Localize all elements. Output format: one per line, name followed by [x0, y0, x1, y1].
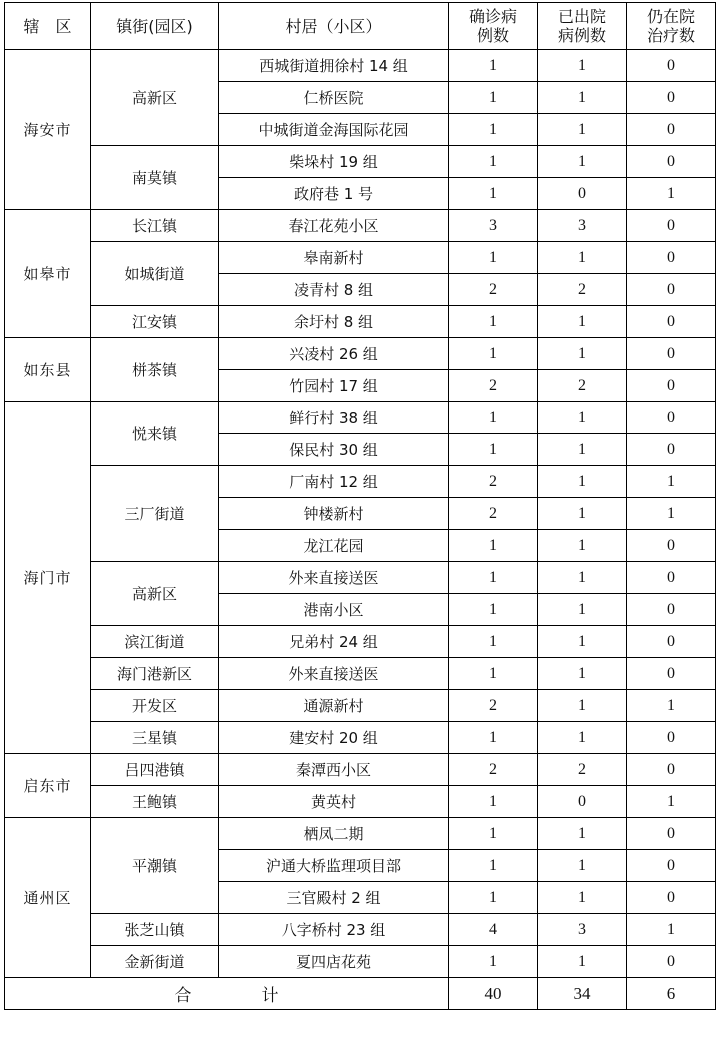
discharged-cell: 1 — [538, 722, 627, 754]
confirmed-cell: 1 — [449, 818, 538, 850]
village-cell: 政府巷 1 号 — [219, 178, 449, 210]
village-cell: 皋南新村 — [219, 242, 449, 274]
total-discharged: 34 — [538, 978, 627, 1010]
confirmed-cell: 1 — [449, 114, 538, 146]
district-cell: 海门市 — [5, 402, 91, 754]
table-row — [5, 306, 716, 338]
discharged-cell: 2 — [538, 754, 627, 786]
header-confirmed-line2: 例数 — [476, 26, 509, 45]
village-cell: 建安村 20 组 — [219, 722, 449, 754]
discharged-cell: 1 — [538, 562, 627, 594]
header-confirmed-line1: 确诊病 — [468, 7, 517, 26]
discharged-cell: 1 — [538, 946, 627, 978]
town-cell: 金新街道 — [91, 946, 219, 978]
town-cell: 三星镇 — [91, 722, 219, 754]
confirmed-cell: 1 — [449, 594, 538, 626]
table-row — [5, 50, 716, 82]
district-cell: 如皋市 — [5, 210, 91, 338]
hospitalized-cell: 0 — [627, 402, 716, 434]
confirmed-cell: 2 — [449, 498, 538, 530]
village-cell: 钟楼新村 — [219, 498, 449, 530]
hospitalized-cell: 0 — [627, 306, 716, 338]
confirmed-cell: 1 — [449, 850, 538, 882]
discharged-cell: 0 — [538, 178, 627, 210]
village-cell: 栖凤二期 — [219, 818, 449, 850]
discharged-cell: 1 — [538, 82, 627, 114]
cases-table — [4, 2, 716, 1010]
header-hospitalized-line1: 仍在院 — [646, 7, 695, 26]
header-discharged-line2: 病例数 — [557, 26, 606, 45]
confirmed-cell: 2 — [449, 370, 538, 402]
discharged-cell: 1 — [538, 530, 627, 562]
hospitalized-cell: 0 — [627, 946, 716, 978]
table-row — [5, 946, 716, 978]
district-cell: 启东市 — [5, 754, 91, 818]
village-cell: 鲜行村 38 组 — [219, 402, 449, 434]
village-cell: 厂南村 12 组 — [219, 466, 449, 498]
town-cell: 南莫镇 — [91, 146, 219, 210]
village-cell: 秦潭西小区 — [219, 754, 449, 786]
confirmed-cell: 1 — [449, 722, 538, 754]
confirmed-cell: 1 — [449, 242, 538, 274]
hospitalized-cell: 0 — [627, 850, 716, 882]
discharged-cell: 2 — [538, 370, 627, 402]
town-cell: 张芝山镇 — [91, 914, 219, 946]
discharged-cell: 1 — [538, 402, 627, 434]
village-cell: 通源新村 — [219, 690, 449, 722]
header-town: 镇街(园区) — [91, 3, 219, 50]
village-cell: 兴凌村 26 组 — [219, 338, 449, 370]
village-cell: 保民村 30 组 — [219, 434, 449, 466]
table-row — [5, 690, 716, 722]
town-cell: 悦来镇 — [91, 402, 219, 466]
village-cell: 港南小区 — [219, 594, 449, 626]
village-cell: 竹园村 17 组 — [219, 370, 449, 402]
town-cell: 平潮镇 — [91, 818, 219, 914]
hospitalized-cell: 0 — [627, 146, 716, 178]
discharged-cell: 1 — [538, 498, 627, 530]
village-cell: 黄英村 — [219, 786, 449, 818]
total-label — [5, 978, 449, 1010]
hospitalized-cell: 0 — [627, 754, 716, 786]
confirmed-cell: 1 — [449, 434, 538, 466]
header-discharged-line1: 已出院 — [557, 7, 606, 26]
discharged-cell: 1 — [538, 626, 627, 658]
town-cell: 如城街道 — [91, 242, 219, 306]
total-label-part1: 合 — [174, 986, 192, 1006]
discharged-cell: 1 — [538, 818, 627, 850]
hospitalized-cell: 0 — [627, 50, 716, 82]
village-cell: 春江花苑小区 — [219, 210, 449, 242]
village-cell: 凌青村 8 组 — [219, 274, 449, 306]
total-confirmed: 40 — [449, 978, 538, 1010]
total-label-part2: 计 — [261, 986, 279, 1006]
town-cell: 江安镇 — [91, 306, 219, 338]
discharged-cell: 1 — [538, 306, 627, 338]
hospitalized-cell: 0 — [627, 114, 716, 146]
hospitalized-cell: 1 — [627, 914, 716, 946]
hospitalized-cell: 0 — [627, 818, 716, 850]
confirmed-cell: 1 — [449, 402, 538, 434]
header-hospitalized-line2: 治疗数 — [646, 26, 695, 45]
confirmed-cell: 3 — [449, 210, 538, 242]
town-cell: 吕四港镇 — [91, 754, 219, 786]
table-row — [5, 466, 716, 498]
table-row — [5, 402, 716, 434]
confirmed-cell: 1 — [449, 82, 538, 114]
confirmed-cell: 1 — [449, 786, 538, 818]
village-cell: 柴垛村 19 组 — [219, 146, 449, 178]
hospitalized-cell: 0 — [627, 562, 716, 594]
table-row — [5, 786, 716, 818]
village-cell: 中城街道金海国际花园 — [219, 114, 449, 146]
table-row — [5, 338, 716, 370]
village-cell: 龙江花园 — [219, 530, 449, 562]
hospitalized-cell: 0 — [627, 210, 716, 242]
confirmed-cell: 1 — [449, 306, 538, 338]
hospitalized-cell: 0 — [627, 530, 716, 562]
village-cell: 兄弟村 24 组 — [219, 626, 449, 658]
header-village: 村居（小区） — [219, 3, 449, 50]
hospitalized-cell: 0 — [627, 338, 716, 370]
discharged-cell: 1 — [538, 594, 627, 626]
discharged-cell: 1 — [538, 146, 627, 178]
total-row — [5, 978, 716, 1010]
discharged-cell: 1 — [538, 466, 627, 498]
village-cell: 外来直接送医 — [219, 562, 449, 594]
discharged-cell: 3 — [538, 914, 627, 946]
table-row — [5, 146, 716, 178]
header-confirmed — [449, 3, 538, 50]
discharged-cell: 1 — [538, 434, 627, 466]
town-cell: 海门港新区 — [91, 658, 219, 690]
confirmed-cell: 2 — [449, 690, 538, 722]
discharged-cell: 1 — [538, 690, 627, 722]
discharged-cell: 1 — [538, 850, 627, 882]
town-cell: 长江镇 — [91, 210, 219, 242]
confirmed-cell: 1 — [449, 530, 538, 562]
town-cell: 高新区 — [91, 562, 219, 626]
district-cell: 海安市 — [5, 50, 91, 210]
village-cell: 西城街道拥徐村 14 组 — [219, 50, 449, 82]
hospitalized-cell: 0 — [627, 658, 716, 690]
table-row — [5, 210, 716, 242]
town-cell: 开发区 — [91, 690, 219, 722]
table-row — [5, 658, 716, 690]
district-cell: 通州区 — [5, 818, 91, 978]
confirmed-cell: 1 — [449, 146, 538, 178]
hospitalized-cell: 1 — [627, 786, 716, 818]
header-row — [5, 3, 716, 50]
village-cell: 仁桥医院 — [219, 82, 449, 114]
village-cell: 外来直接送医 — [219, 658, 449, 690]
town-cell: 高新区 — [91, 50, 219, 146]
hospitalized-cell: 0 — [627, 626, 716, 658]
confirmed-cell: 4 — [449, 914, 538, 946]
confirmed-cell: 1 — [449, 658, 538, 690]
district-cell: 如东县 — [5, 338, 91, 402]
hospitalized-cell: 0 — [627, 242, 716, 274]
hospitalized-cell: 0 — [627, 434, 716, 466]
discharged-cell: 1 — [538, 882, 627, 914]
village-cell: 三官殿村 2 组 — [219, 882, 449, 914]
table-row — [5, 722, 716, 754]
confirmed-cell: 2 — [449, 274, 538, 306]
hospitalized-cell: 1 — [627, 690, 716, 722]
discharged-cell: 1 — [538, 242, 627, 274]
confirmed-cell: 1 — [449, 562, 538, 594]
confirmed-cell: 1 — [449, 178, 538, 210]
town-cell: 王鲍镇 — [91, 786, 219, 818]
town-cell: 栟茶镇 — [91, 338, 219, 402]
confirmed-cell: 1 — [449, 946, 538, 978]
confirmed-cell: 1 — [449, 626, 538, 658]
village-cell: 夏四店花苑 — [219, 946, 449, 978]
hospitalized-cell: 0 — [627, 594, 716, 626]
town-cell: 滨江街道 — [91, 626, 219, 658]
hospitalized-cell: 0 — [627, 370, 716, 402]
town-cell: 三厂街道 — [91, 466, 219, 562]
discharged-cell: 0 — [538, 786, 627, 818]
table-row — [5, 818, 716, 850]
hospitalized-cell: 1 — [627, 498, 716, 530]
discharged-cell: 2 — [538, 274, 627, 306]
table-row — [5, 562, 716, 594]
table-row — [5, 914, 716, 946]
discharged-cell: 3 — [538, 210, 627, 242]
hospitalized-cell: 0 — [627, 882, 716, 914]
confirmed-cell: 2 — [449, 466, 538, 498]
header-hospitalized — [627, 3, 716, 50]
header-discharged — [538, 3, 627, 50]
discharged-cell: 1 — [538, 338, 627, 370]
village-cell: 余圩村 8 组 — [219, 306, 449, 338]
header-district: 辖 区 — [5, 3, 91, 50]
confirmed-cell: 1 — [449, 50, 538, 82]
total-hospitalized: 6 — [627, 978, 716, 1010]
table-row — [5, 626, 716, 658]
hospitalized-cell: 0 — [627, 82, 716, 114]
village-cell: 八字桥村 23 组 — [219, 914, 449, 946]
hospitalized-cell: 0 — [627, 722, 716, 754]
confirmed-cell: 2 — [449, 754, 538, 786]
village-cell: 沪通大桥监理项目部 — [219, 850, 449, 882]
discharged-cell: 1 — [538, 658, 627, 690]
table-row — [5, 754, 716, 786]
hospitalized-cell: 1 — [627, 178, 716, 210]
confirmed-cell: 1 — [449, 338, 538, 370]
table-row — [5, 242, 716, 274]
discharged-cell: 1 — [538, 50, 627, 82]
hospitalized-cell: 1 — [627, 466, 716, 498]
confirmed-cell: 1 — [449, 882, 538, 914]
discharged-cell: 1 — [538, 114, 627, 146]
hospitalized-cell: 0 — [627, 274, 716, 306]
